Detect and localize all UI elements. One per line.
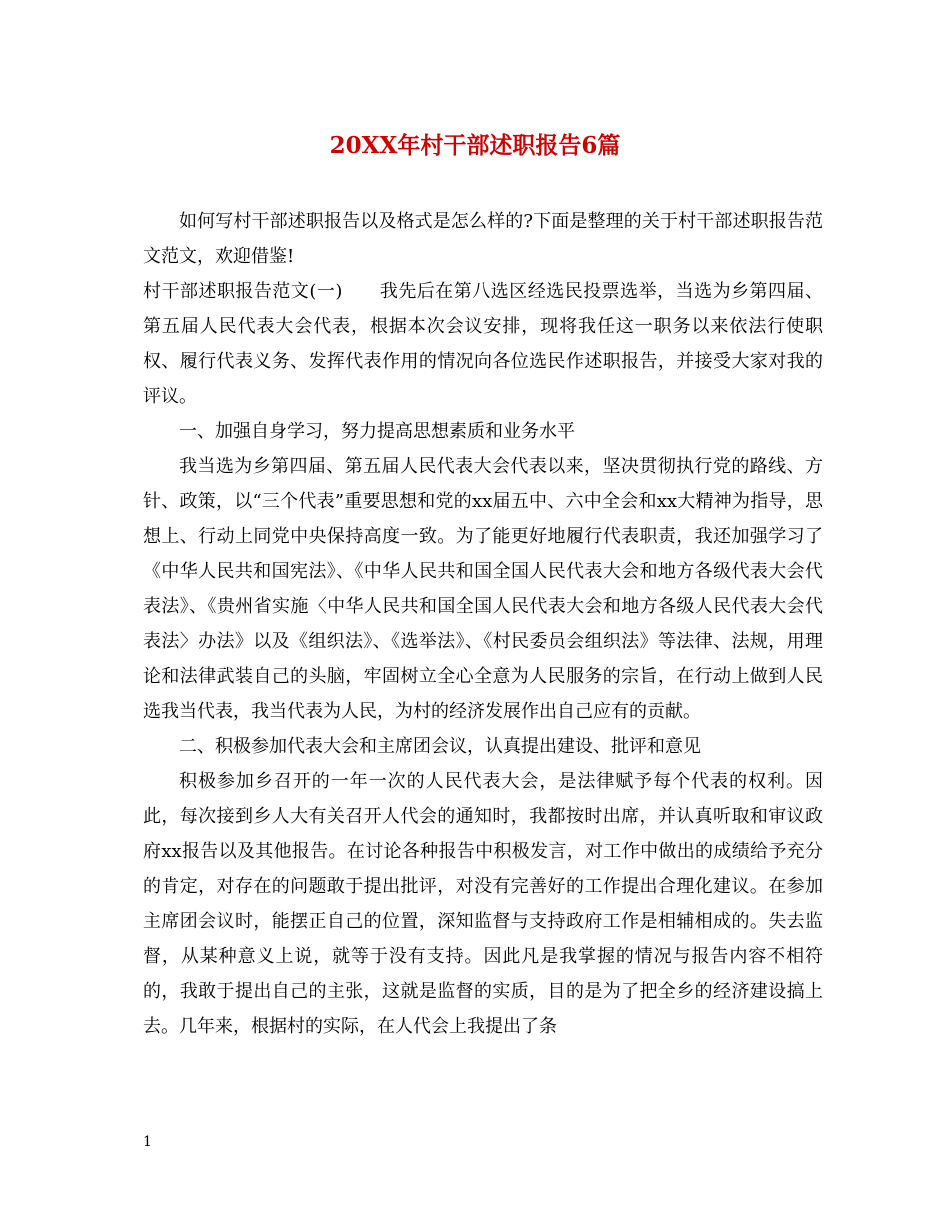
section-heading: 一、加强自身学习，努力提高思想素质和业务水平 (179, 421, 575, 442)
paragraph: 积极参加乡召开的一年一次的人民代表大会，是法律赋予每个代表的权利。因此，每次接到乡人大有关召开人代会的通知时，我都按时出席，并认真听取和审议政府xx报告以及其他报告。在讨论各种报告中积极发言，对工作中做出的成绩给予充分的肯定，对存在的问题敢于提出批评，对没有完善好的工作提出合理化建议。在参加主席团会议时，能摆正自己的位置，深知监督与支持政府工作是相辅相成的。失去监督，从某种意义上说，就等于没有支持。因此凡是我掌握的情况与报告内容不相符的，我敢于提出自己的主张，这就是监督的实质，目的是为了把全乡的经济建设搞上去。几年来，根据村的实际，在人代会上我提出了条 (143, 771, 823, 1037)
paragraph: 村干部述职报告范文(一) 我先后在第八选区经选民投票选举，当选为乡第四届、第五届人民代表大会代表，根据本次会议安排，现将我任这一职务以来依法行使职权、履行代表义务、发挥代表作用的情况向各位选民作述职报告，并接受大家对我的评议。 (143, 281, 823, 407)
section-heading: 二、积极参加代表大会和主席团会议，认真提出建设、批评和意见 (179, 736, 701, 757)
document-body (143, 204, 823, 1044)
page-number: 1 (143, 1134, 152, 1150)
paragraph: 如何写村干部述职报告以及格式是怎么样的?下面是整理的关于村干部述职报告范文范文，欢迎借鉴! (143, 211, 823, 267)
paragraph: 我当选为乡第四届、第五届人民代表大会代表以来，坚决贯彻执行党的路线、方针、政策，以“三个代表”重要思想和党的xx届五中、六中全会和xx大精神为指导，思想上、行动上同党中央保持高度一致。为了能更好地履行代表职责，我还加强学习了《中华人民共和国宪法》、《中华人民共和国全国人民代表大会和地方各级代表大会代表法》、《贵州省实施〈中华人民共和国全国人民代表大会和地方各级人民代表大会代表法〉办法》以及《组织法》、《选举法》、《村民委员会组织法》等法律、法规，用理论和法律武装自己的头脑，牢固树立全心全意为人民服务的宗旨，在行动上做到人民选我当代表，我当代表为人民，为村的经济发展作出自己应有的贡献。 (143, 456, 823, 722)
document-title: 20XX年村干部述职报告6篇 (329, 132, 621, 159)
